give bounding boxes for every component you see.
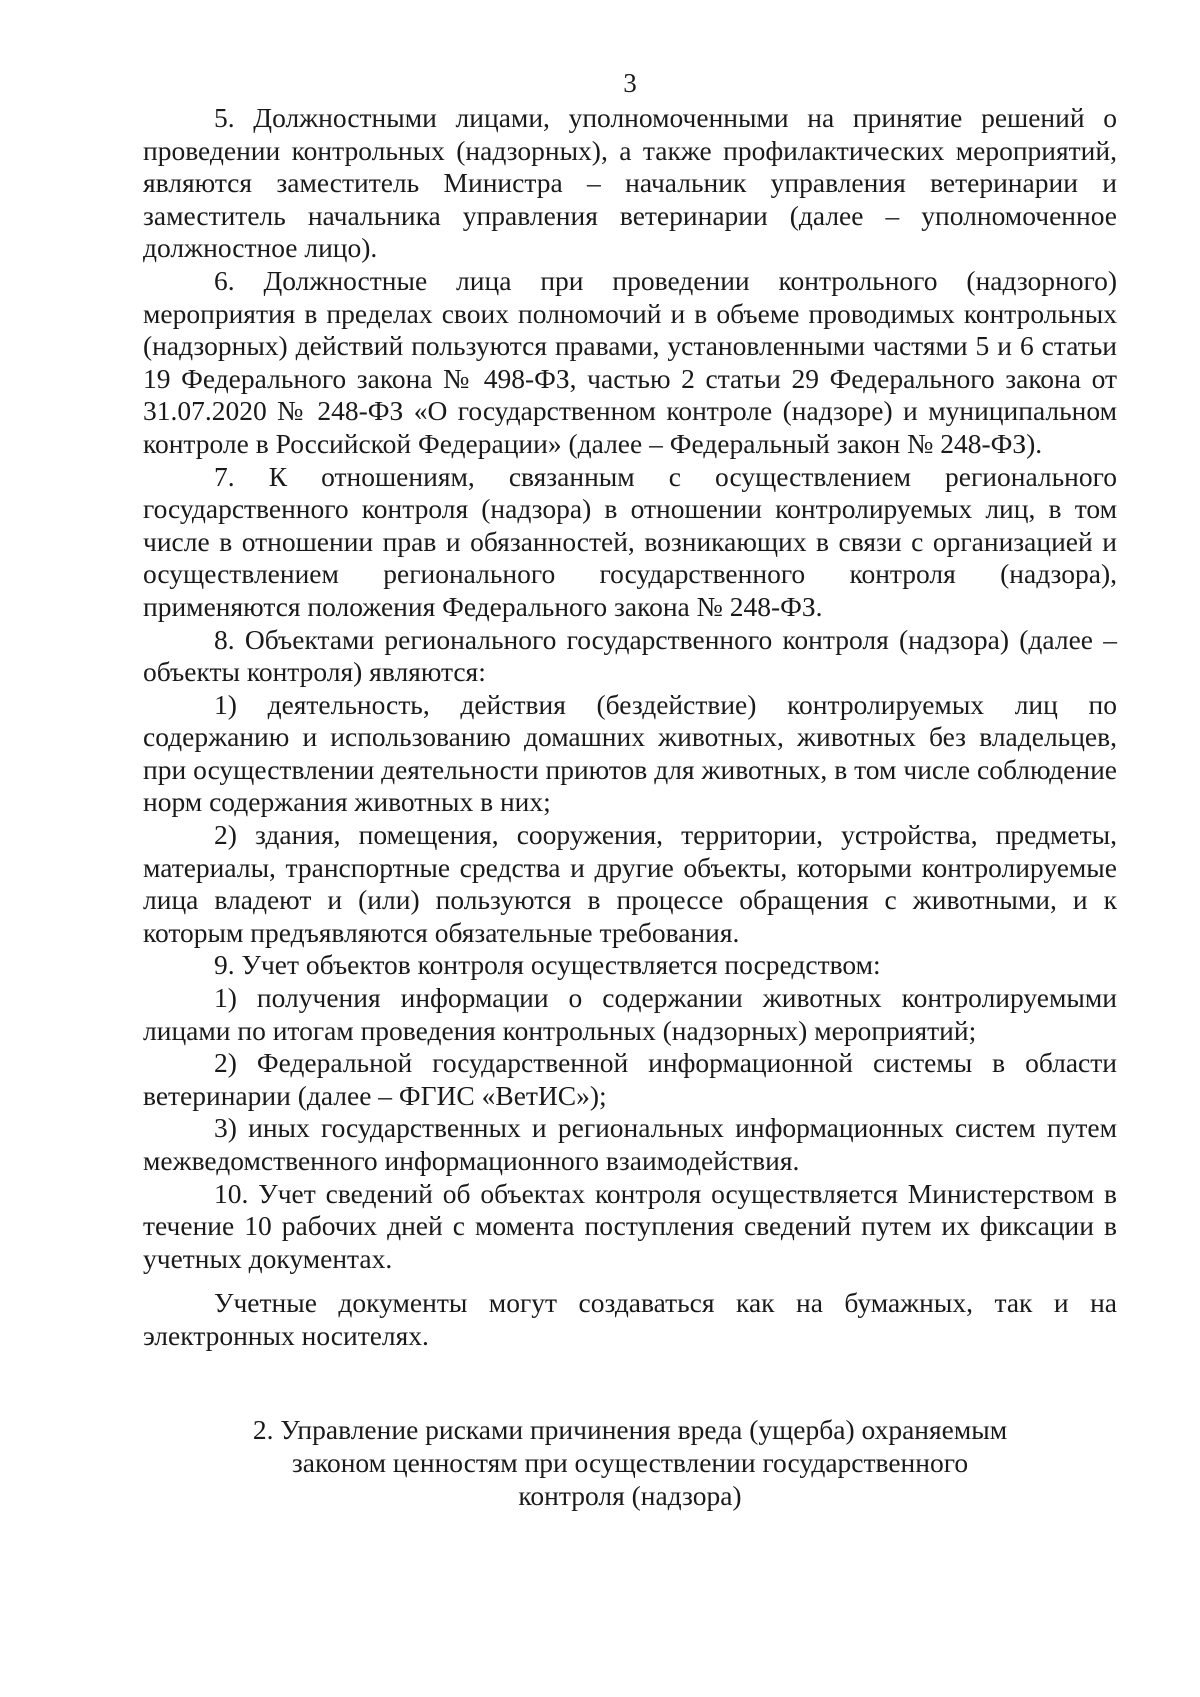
page-number: 3 [623, 68, 637, 98]
document-page [143, 66, 1117, 1512]
paragraph-7: 7. К отношениям, связанным с осуществлением регионального государственного контроля (надзора) в отношении контролируемых лиц, в том числе в отношении прав и обязанностей, возникающих в связи с организацией и осуществлением регионального государственного контроля (надзора), применяются положения Федерального закона № 248-ФЗ. [143, 460, 1117, 622]
paragraph-8-item-1: 1) деятельность, действия (бездействие) контролируемых лиц по содержанию и использованию домашних животных, животных без владельцев, при осуществлении деятельности приютов для животных, в том числе соблюдение норм содержания животных в них; [143, 688, 1117, 818]
paragraph-10-note: Учетные документы могут создаваться как на бумажных, так и на электронных носителях. [143, 1287, 1117, 1351]
paragraph-9-item-3: 3) иных государственных и региональных информационных систем путем межведомственного информационного взаимодействия. [143, 1112, 1117, 1176]
paragraph-9-item-1: 1) получения информации о содержании животных контролируемыми лицами по итогам проведения контрольных (надзорных) мероприятий; [143, 982, 1117, 1046]
paragraph-8: 8. Объектами регионального государственного контроля (надзора) (далее – объекты контроля) являются: [143, 623, 1117, 688]
paragraph-9: 9. Учет объектов контроля осуществляется посредством: [214, 949, 881, 981]
paragraph-10: 10. Учет сведений об объектах контроля осуществляется Министерством в течение 10 рабочих дней с момента поступления сведений путем их фиксации в учетных документах. [143, 1177, 1117, 1274]
section-heading: 2. Управление рисками причинения вреда (ущерба) охраняемым законом ценностям при осуществлении государственного контроля (надзора) [252, 1413, 1008, 1511]
paragraph-6: 6. Должностные лица при проведении контрольного (надзорного) мероприятия в пределах своих полномочий и в объеме проводимых контрольных (надзорных) действий пользуются правами, установленными частями 5 и 6 статьи 19 Федерального закона № 498-ФЗ, частью 2 статьи 29 Федерального закона от 31.07.2020 № 248-ФЗ «О государственном контроле (надзоре) и муниципальном контроле в Российской Федерации» (далее – Федеральный закон № 248-ФЗ). [143, 264, 1117, 459]
paragraph-5: 5. Должностными лицами, уполномоченными на принятие решений о проведении контрольных (надзорных), а также профилактических мероприятий, являются заместитель Министра – начальник управления ветеринарии и заместитель начальника управления ветеринарии (далее – уполномоченное должностное лицо). [143, 102, 1117, 264]
paragraph-9-item-2: 2) Федеральной государственной информационной системы в области ветеринарии (далее – ФГИС «ВетИС»); [143, 1047, 1117, 1111]
paragraph-8-item-2: 2) здания, помещения, сооружения, территории, устройства, предметы, материалы, транспортные средства и другие объекты, которыми контролируемые лица владеют и (или) пользуются в процессе обращения с животными, и к которым предъявляются обязательные требования. [143, 819, 1117, 948]
